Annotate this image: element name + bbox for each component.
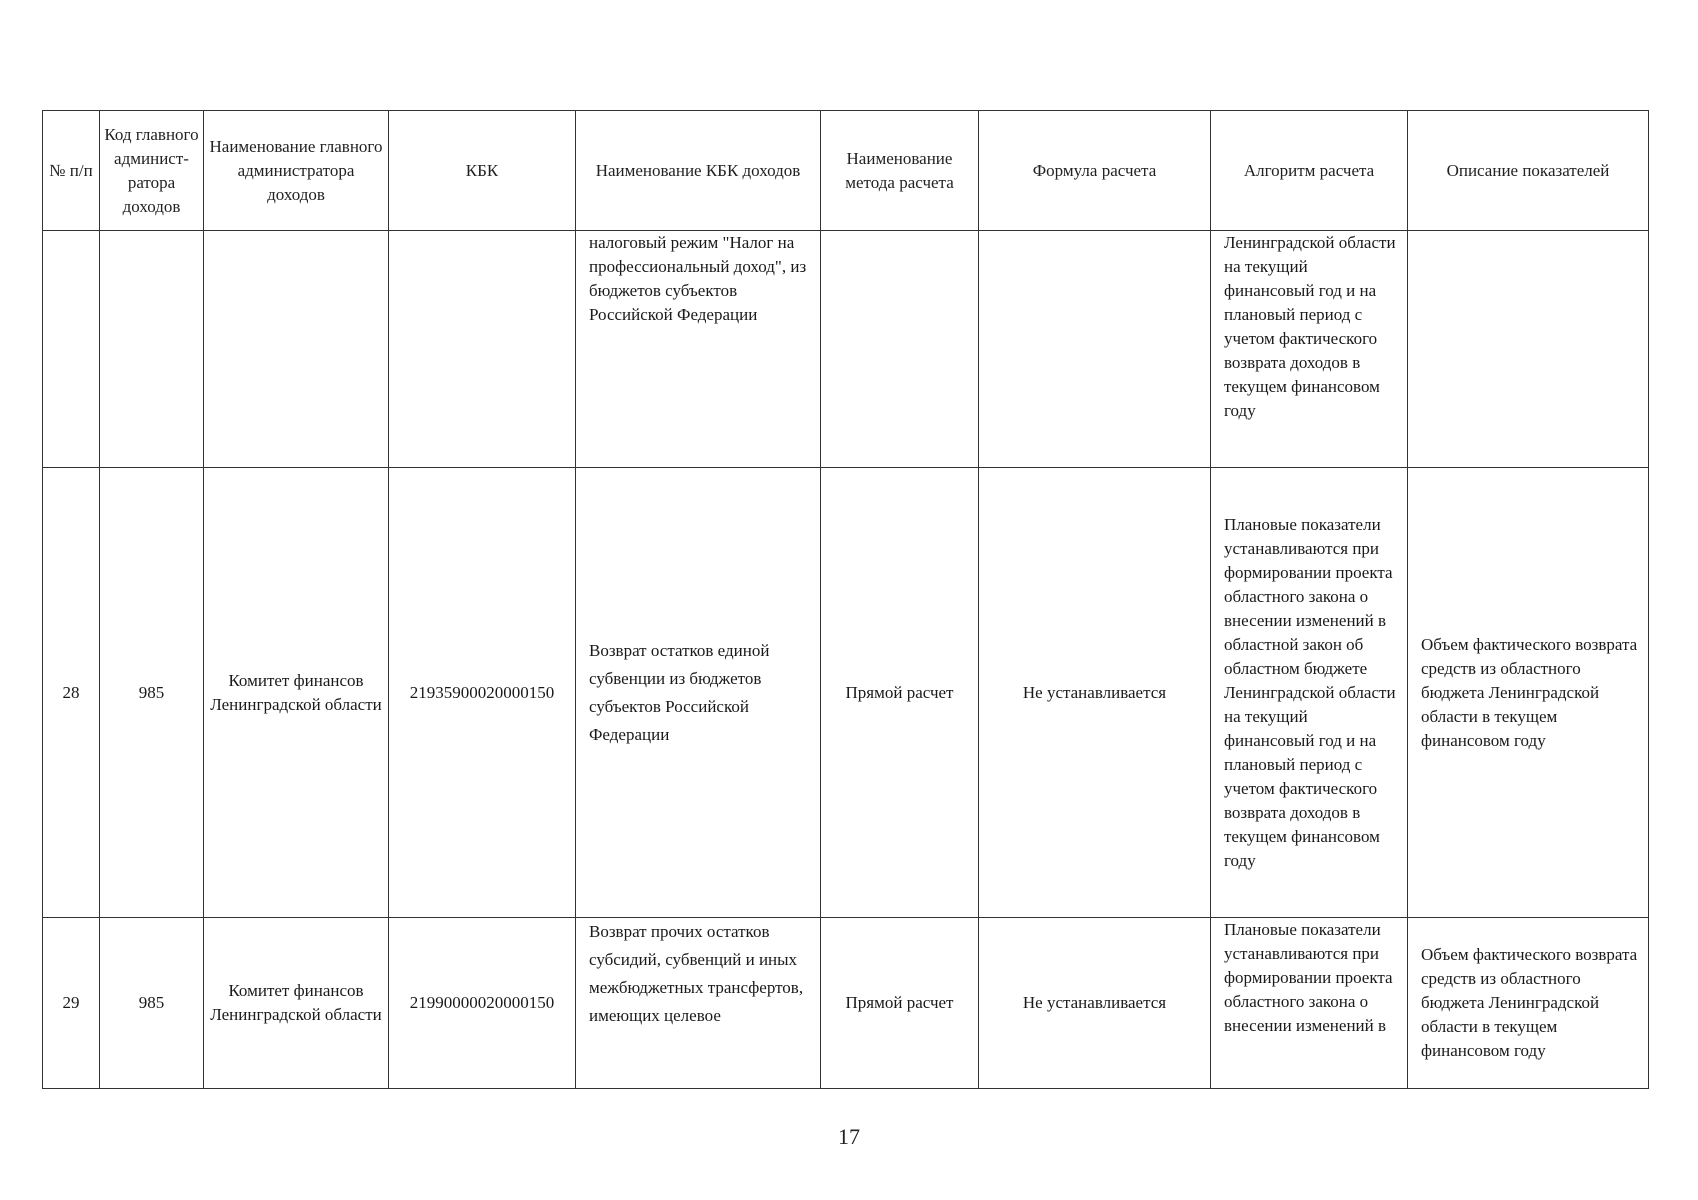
- cell-kbk-name: Возврат остатков единой субвенции из бюджетов субъектов Российской Федерации: [576, 468, 821, 918]
- header-kbk-name: Наименование КБК доходов: [576, 111, 821, 231]
- cell-kbk: 21990000020000150: [389, 918, 576, 1089]
- cell-formula: [979, 231, 1211, 468]
- cell-algorithm: Ленинградской области на текущий финансовый год и на плановый период с учетом фактического возврата доходов в текущем финансовом году: [1211, 231, 1408, 468]
- header-num: № п/п: [43, 111, 100, 231]
- cell-description: [1408, 231, 1649, 468]
- cell-num: [43, 231, 100, 468]
- cell-kbk: 21935900020000150: [389, 468, 576, 918]
- cell-kbk-name: Возврат прочих остатков субсидий, субвенций и иных межбюджетных трансфертов, имеющих целевое: [576, 918, 821, 1089]
- cell-admin-name: Комитет финансов Ленинградской области: [204, 918, 389, 1089]
- cell-algorithm: Плановые показатели устанавливаются при формировании проекта областного закона о внесении изменений в: [1211, 918, 1408, 1089]
- cell-formula: Не устанавливается: [979, 918, 1211, 1089]
- cell-admin-name: [204, 231, 389, 468]
- cell-kbk-name: налоговый режим "Налог на профессиональный доход", из бюджетов субъектов Российской Федерации: [576, 231, 821, 468]
- header-method: Наименование метода расчета: [821, 111, 979, 231]
- cell-method: Прямой расчет: [821, 918, 979, 1089]
- cell-admin-name: Комитет финансов Ленинградской области: [204, 468, 389, 918]
- header-admin-code: Код главного админист-ратора доходов: [100, 111, 204, 231]
- cell-method: [821, 231, 979, 468]
- table-row: [43, 231, 1649, 468]
- table-row: [43, 918, 1649, 1089]
- cell-admin-code: [100, 231, 204, 468]
- cell-num: 28: [43, 468, 100, 918]
- cell-description: Объем фактического возврата средств из областного бюджета Ленинградской области в текущем финансовом году: [1408, 468, 1649, 918]
- header-row: [43, 111, 1649, 231]
- cell-admin-code: 985: [100, 468, 204, 918]
- table-row: [43, 468, 1649, 918]
- cell-algorithm: Плановые показатели устанавливаются при формировании проекта областного закона о внесении изменений в областной закон об областном бюджете Ленинградской области на текущий финансовый год и на плановый период с учетом фактического возврата доходов в текущем финансовом году: [1211, 468, 1408, 918]
- revenue-calculation-table: [42, 110, 1649, 1089]
- cell-method: Прямой расчет: [821, 468, 979, 918]
- page-number: 17: [838, 1124, 860, 1149]
- cell-kbk: [389, 231, 576, 468]
- cell-admin-code: 985: [100, 918, 204, 1089]
- table-header: [43, 111, 1649, 231]
- cell-description: Объем фактического возврата средств из областного бюджета Ленинградской области в текущем финансовом году: [1408, 918, 1649, 1089]
- cell-num: 29: [43, 918, 100, 1089]
- header-formula: Формула расчета: [979, 111, 1211, 231]
- cell-formula: Не устанавливается: [979, 468, 1211, 918]
- header-kbk: КБК: [389, 111, 576, 231]
- header-algorithm: Алгоритм расчета: [1211, 111, 1408, 231]
- header-admin-name: Наименование главного администратора доходов: [204, 111, 389, 231]
- header-description: Описание показателей: [1408, 111, 1649, 231]
